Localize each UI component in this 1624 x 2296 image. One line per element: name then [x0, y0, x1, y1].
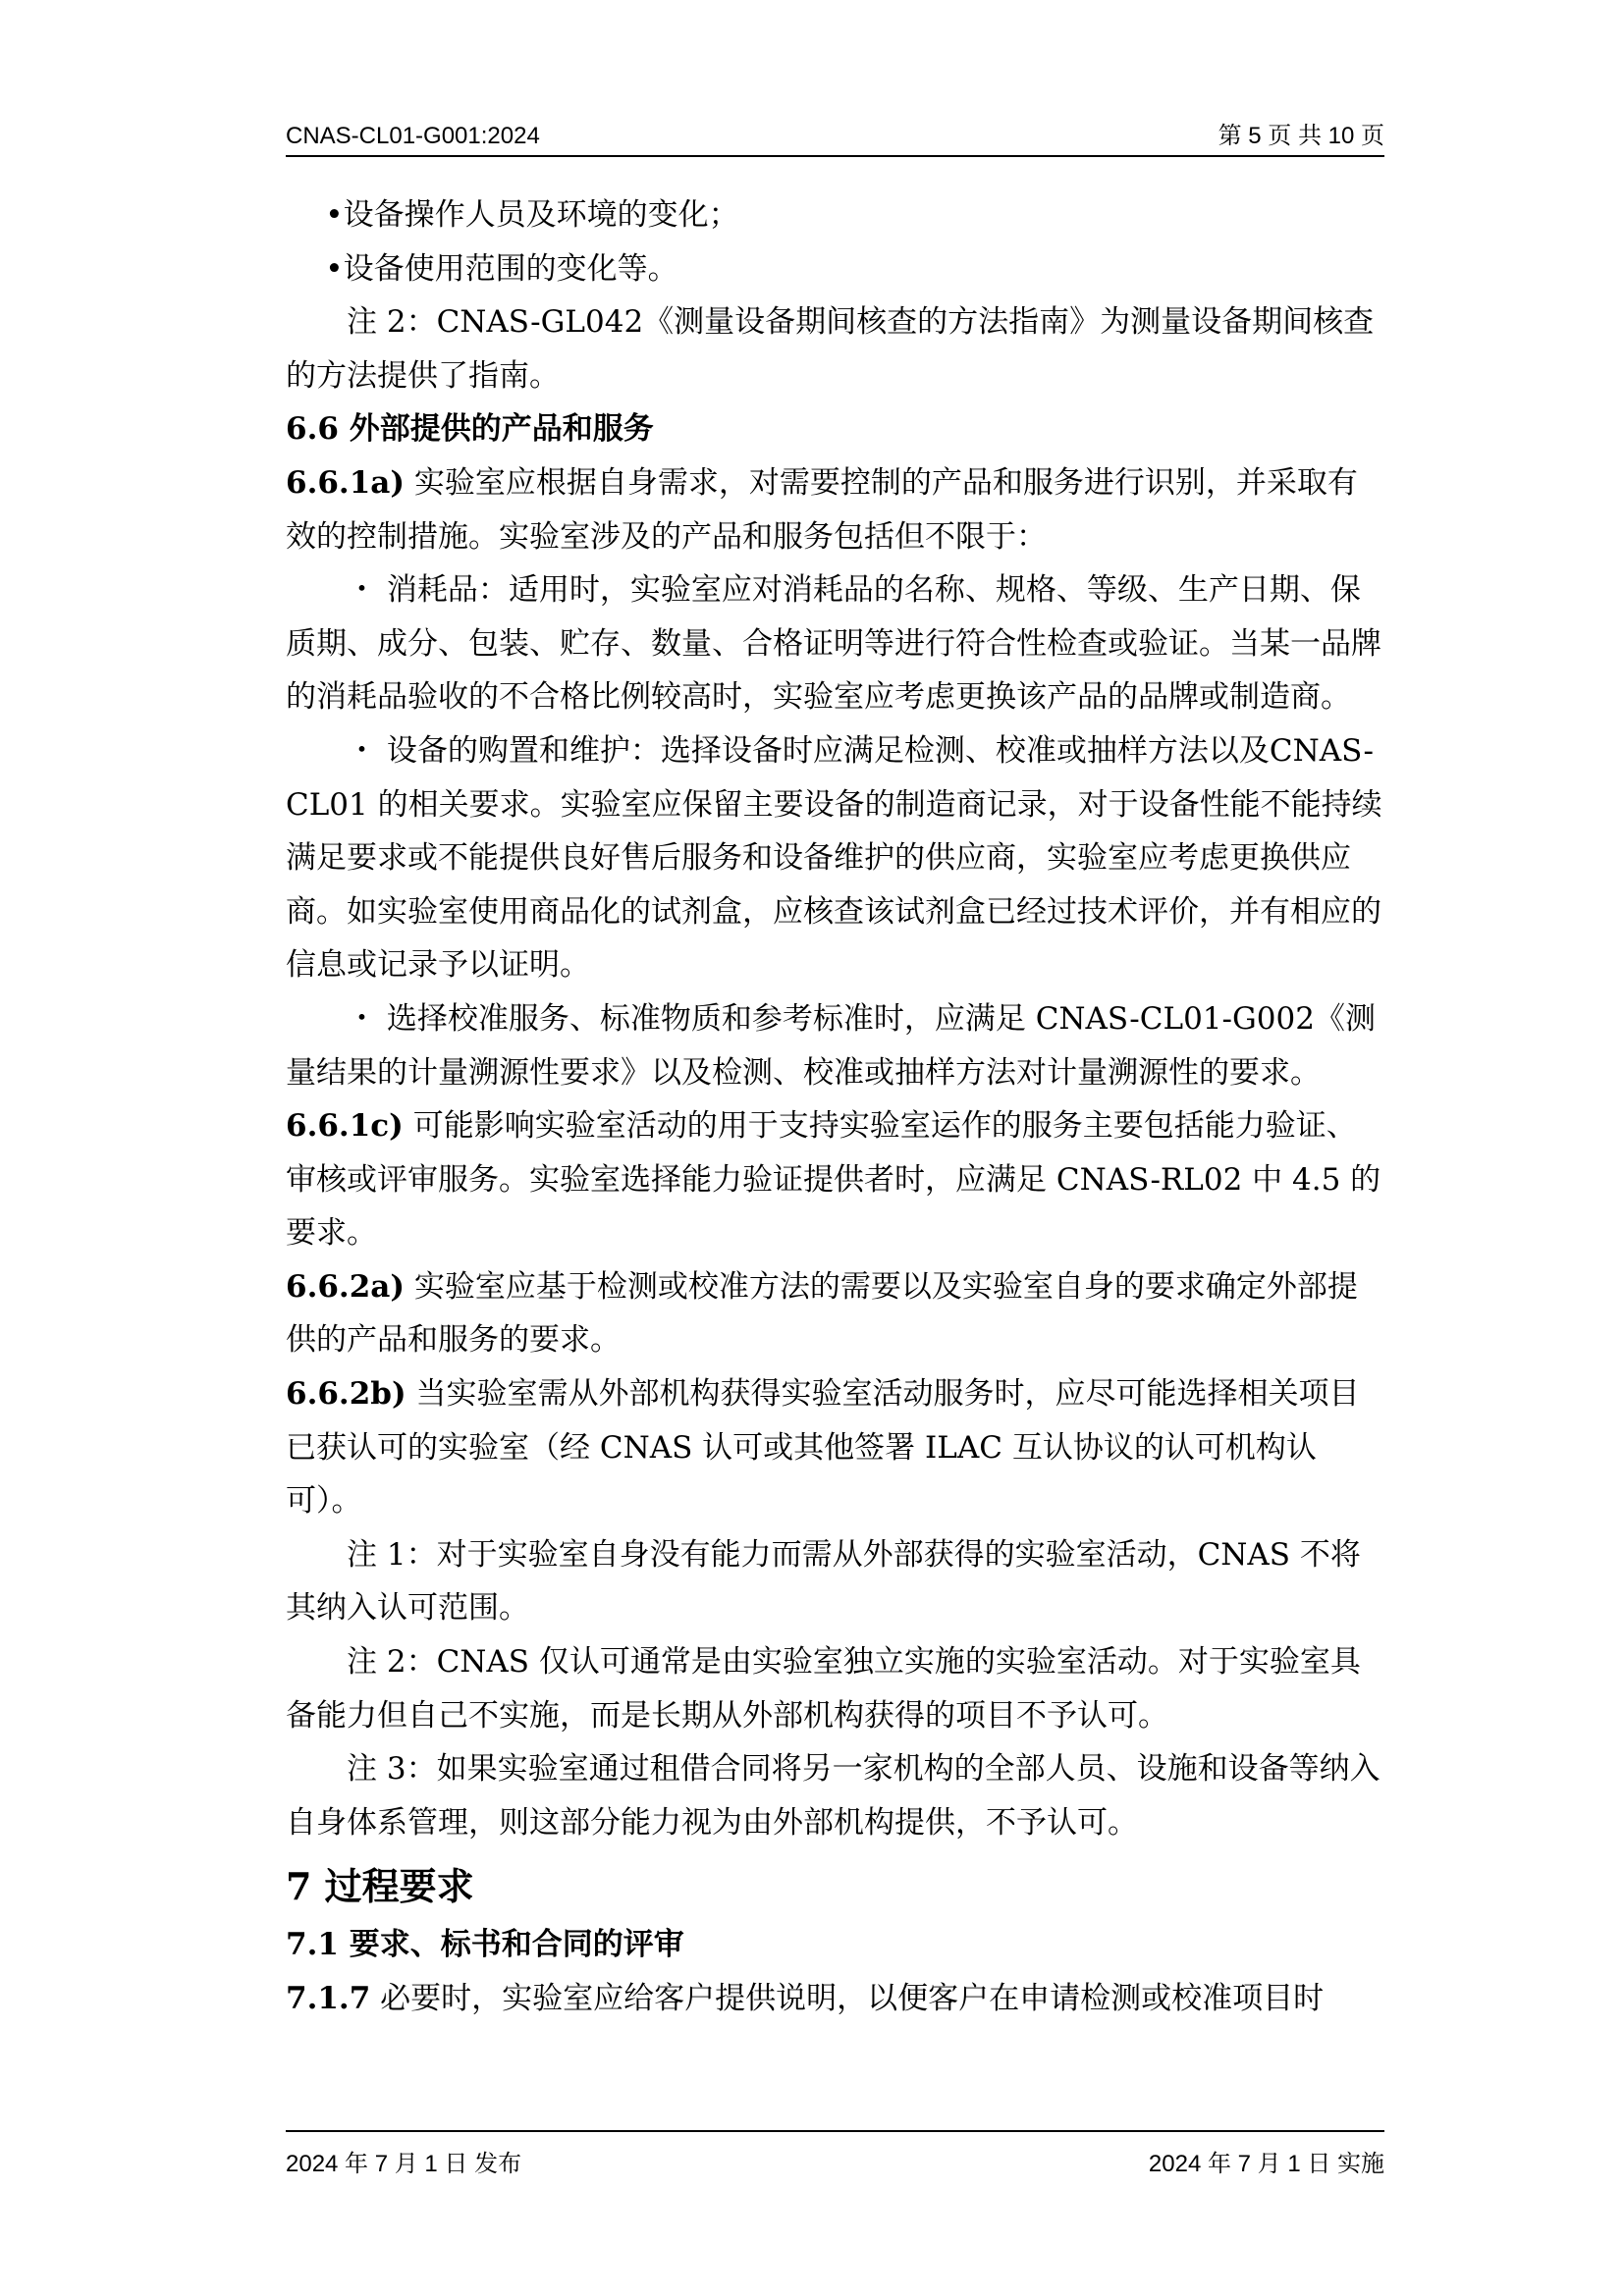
- clause-number: 6.6.1a): [286, 464, 406, 501]
- clause-text: 可能影响实验室活动的用于支持实验室运作的服务主要包括能力验证、审核或评审服务。实验室选择能力验证提供者时，应满足 CNAS-RL02 中 4.5 的要求。: [286, 1108, 1381, 1252]
- page-number: 第 5 页 共 10 页: [1218, 123, 1384, 149]
- document-id: CNAS-CL01-G001:2024: [286, 123, 540, 149]
- clause-text: 当实验室需从外部机构获得实验室活动服务时，应尽可能选择相关项目已获认可的实验室（经 CNAS 认可或其他签署 ILAC 互认协议的认可机构认可）。: [286, 1376, 1360, 1520]
- note-1: 注 1：对于实验室自身没有能力而需从外部获得的实验室活动，CNAS 不将其纳入认可范围。: [286, 1536, 1361, 1627]
- item-consumables: ・ 消耗品：适用时，实验室应对消耗品的名称、规格、等级、生产日期、保质期、成分、包装、贮存、数量、合格证明等进行符合性检查或验证。当某一品牌的消耗品验收的不合格比例较高时，实验室应考虑更换该产品的品牌或制造商。: [286, 572, 1381, 716]
- clause-number: 6.6.2a): [286, 1268, 406, 1305]
- clause-6-6-2b: [286, 1367, 1384, 1528]
- note-2: 注 2：CNAS 仅认可通常是由实验室独立实施的实验室活动。对于实验室具备能力但自己不实施，而是长期从外部机构获得的项目不予认可。: [286, 1644, 1361, 1734]
- clause-7-1-7: [286, 1972, 1384, 2026]
- publish-date: 2024 年 7 月 1 日 发布: [286, 2151, 522, 2177]
- item-equipment: ・ 设备的购置和维护：选择设备时应满足检测、校准或抽样方法以及CNAS-CL01 的相关要求。实验室应保留主要设备的制造商记录，对于设备性能不能持续满足要求或不能提供良好售后服务和设备维护的供应商，实验室应考虑更换供应商。如实验室使用商品化的试剂盒，应核查该试剂盒已经过技术评价，并有相应的信息或记录予以证明。: [286, 732, 1382, 984]
- page-header: [286, 116, 1384, 157]
- clause-text: 实验室应基于检测或校准方法的需要以及实验室自身的要求确定外部提供的产品和服务的要求。: [286, 1268, 1358, 1359]
- bullet-operator-env: •设备操作人员及环境的变化；: [325, 197, 739, 233]
- section-heading-6-6: 6.6 外部提供的产品和服务: [286, 411, 654, 448]
- section-heading-7-1: 7.1 要求、标书和合同的评审: [286, 1927, 684, 1963]
- clause-number: 6.6.2b): [286, 1376, 406, 1413]
- clause-number: 7.1.7: [286, 1981, 371, 2016]
- clause-text: 实验室应根据自身需求，对需要控制的产品和服务进行识别，并采取有效的控制措施。实验室涉及的产品和服务包括但不限于：: [286, 464, 1358, 555]
- chapter-heading-7: 7 过程要求: [286, 1864, 474, 1909]
- document-body: [286, 188, 1384, 2026]
- effective-date: 2024 年 7 月 1 日 实施: [1148, 2151, 1384, 2177]
- clause-6-6-1a: [286, 456, 1384, 563]
- clause-6-6-2a: [286, 1260, 1384, 1367]
- clause-6-6-1c: [286, 1099, 1384, 1260]
- clause-number: 6.6.1c): [286, 1108, 404, 1145]
- note-3: 注 3：如果实验室通过租借合同将另一家机构的全部人员、设施和设备等纳入自身体系管理，则这部分能力视为由外部机构提供，不予认可。: [286, 1751, 1380, 1841]
- note-gl042: 注 2：CNAS-GL042《测量设备期间核查的方法指南》为测量设备期间核查的方法提供了指南。: [286, 304, 1375, 394]
- item-calibration: ・ 选择校准服务、标准物质和参考标准时，应满足 CNAS-CL01-G002《测量结果的计量溯源性要求》以及检测、校准或抽样方法对计量溯源性的要求。: [286, 1000, 1376, 1091]
- clause-text: 必要时，实验室应给客户提供说明，以便客户在申请检测或校准项目时: [370, 1981, 1325, 2016]
- bullet-usage-range: •设备使用范围的变化等。: [325, 250, 678, 287]
- page-footer: [286, 2130, 1384, 2177]
